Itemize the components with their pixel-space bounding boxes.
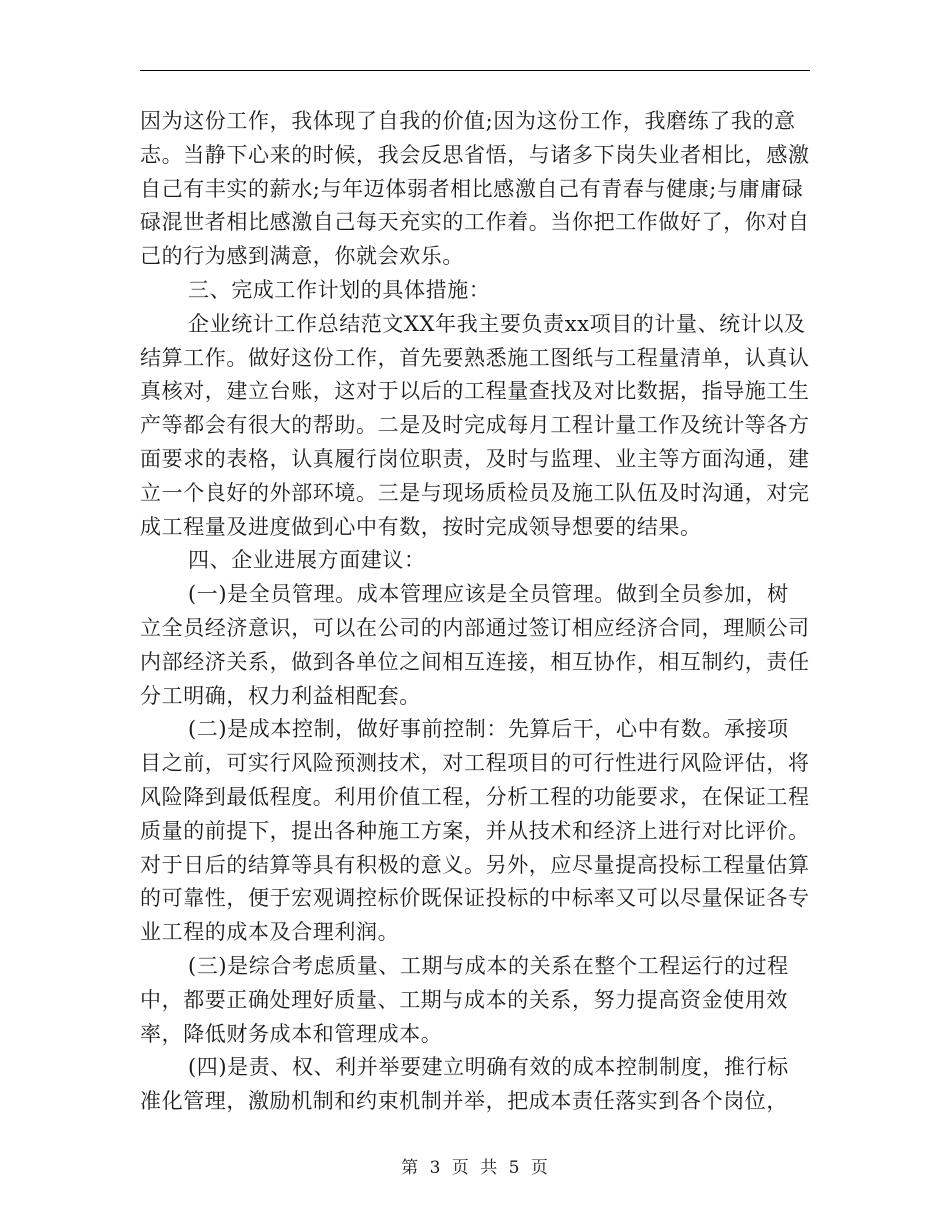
paragraph: (三)是综合考虑质量、工期与成本的关系在整个工程运行的过程中，都要正确处理好质量、工期与成本的关系，努力提高资金使用效率，降低财务成本和管理成本。 — [140, 953, 789, 1046]
paragraph: (二)是成本控制，做好事前控制：先算后干，心中有数。承接项目之前，可实行风险预测技术，对工程项目的可行性进行风险评估，将风险降到最低程度。利用价值工程，分析工程的功能要求，在保证工程质量的前提下，提出各种施工方案，并从技术和经济上进行对比评价。对于日后的结算等具有积极的意义。另外，应尽量提高投标工程量估算的可靠性，便于宏观调控标价既保证投标的中标率又可以尽量保证各专业工程的成本及合理利润。 — [140, 717, 810, 945]
footer-page-word: 页 — [451, 1158, 470, 1178]
footer-total-word: 共 — [480, 1158, 499, 1178]
paragraph: 企业统计工作总结范文XX年我主要负责xx项目的计量、统计以及结算工作。做好这份工作，首先要熟悉施工图纸与工程量清单，认真认真核对，建立台账，这对于以后的工程量查找及对比数据，指导施工生产等都会有很大的帮助。二是及时完成每月工程计量工作及统计等各方面要求的表格，认真履行岗位职责，及时与监理、业主等方面沟通，建立一个良好的外部环境。三是与现场质检员及施工队伍及时沟通，对完成工程量及进度做到心中有数，按时完成领导想要的结果。 — [140, 311, 810, 539]
section-heading: 三、完成工作计划的具体措施： — [188, 277, 491, 302]
section-heading: 四、企业进展方面建议： — [188, 548, 426, 573]
footer-prefix: 第 — [401, 1158, 420, 1178]
total-pages-number: 5 — [508, 1158, 521, 1178]
document-body — [140, 105, 810, 1119]
page-footer — [0, 1153, 950, 1178]
footer-suffix: 页 — [530, 1158, 549, 1178]
paragraph: 因为这份工作，我体现了自我的价值;因为这份工作，我磨练了我的意志。当静下心来的时候，我会反思省悟，与诸多下岗失业者相比，感激自己有丰实的薪水;与年迈体弱者相比感激自己有青春与健康;与庸庸碌碌混世者相比感激自己每天充实的工作着。当你把工作做好了，你对自己的行为感到满意，你就会欢乐。 — [140, 109, 810, 269]
header-rule — [140, 70, 810, 71]
paragraph: (四)是责、权、利并举要建立明确有效的成本控制制度，推行标准化管理，激励机制和约束机制并举，把成本责任落实到各个岗位， — [140, 1055, 789, 1114]
paragraph: (一)是全员管理。成本管理应该是全员管理。做到全员参加，树立全员经济意识，可以在公司的内部通过签订相应经济合同，理顺公司内部经济关系，做到各单位之间相互连接，相互协作，相互制约，责任分工明确，权力利益相配套。 — [140, 582, 810, 708]
current-page-number: 3 — [429, 1158, 442, 1178]
